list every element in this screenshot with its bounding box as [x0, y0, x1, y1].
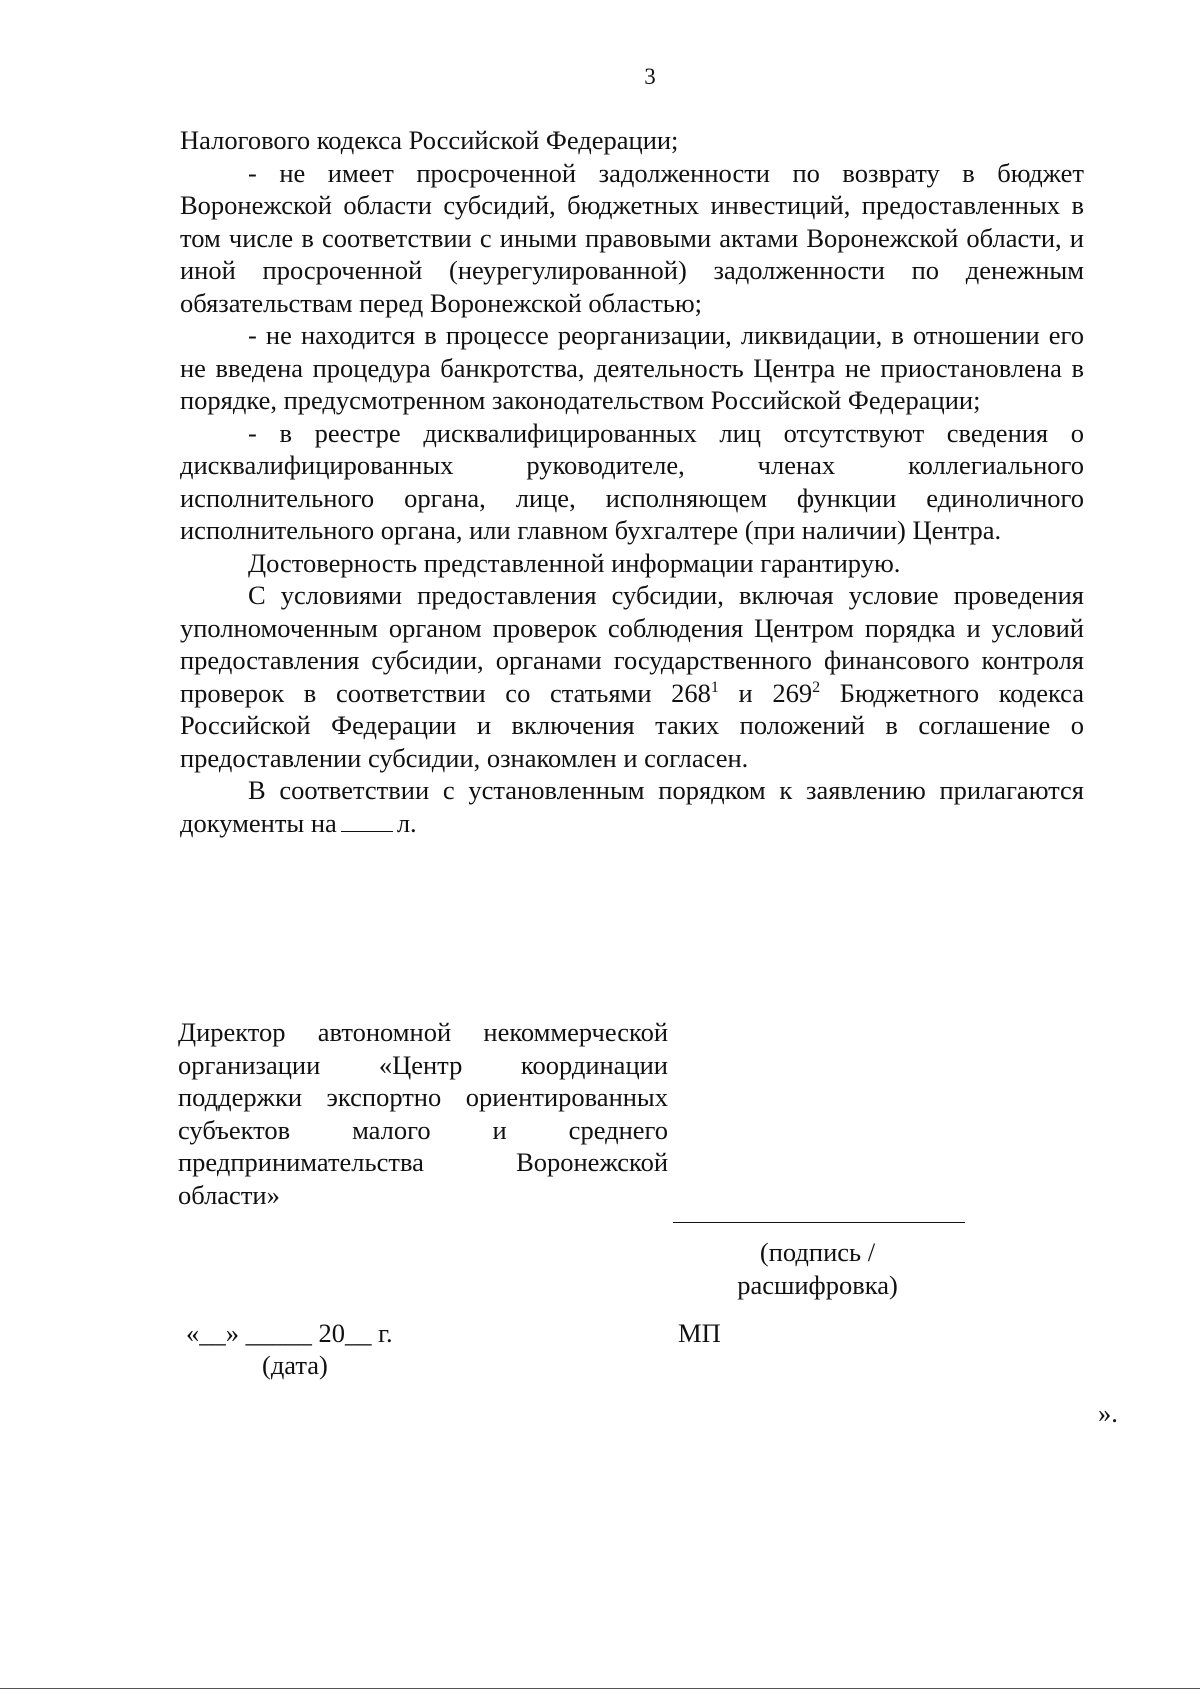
conditions-superscript-1: 1: [710, 678, 719, 696]
attachments-text: В соответствии с установленным порядком к заявлению прилагаются документы на: [180, 775, 1084, 838]
signature-caption-line2: расшифровка): [737, 1270, 898, 1300]
signature-caption-line1: (подпись /: [759, 1237, 876, 1267]
signer-title: Директор автономной некоммерческой организации «Центр координации поддержки экспортно ориентированных субъектов малого и среднего предпринимательства Воронежской области»: [178, 1017, 668, 1210]
paragraph-conditions: [180, 579, 1084, 774]
bottom-rule: [0, 1688, 1200, 1689]
closing-quote-mark: ».: [1098, 1398, 1118, 1428]
page-number: 3: [644, 64, 656, 89]
paragraph-no-overdue-debt: - не имеет просроченной задолженности по возврату в бюджет Воронежской области субсидий, бюджетных инвестиций, предоставленных в том числе в соответствии с иными правовыми актами Воронежской области, и иной просроченной (неурегулированной) задолженности по денежным обязательствам перед Воронежской областью;: [180, 157, 1084, 318]
date-caption: (дата): [262, 1350, 328, 1380]
paragraph-attachments: [180, 774, 1084, 839]
conditions-text-part1: С условиями предоставления субсидии, включая условие проведения уполномоченным органом проверок соблюдения Центром порядка и условий предоставления субсидии, органами государственного финансового контроля проверок в соответствии со статьями 268: [180, 580, 1084, 708]
conditions-text-part3: Бюджетного кодекса Российской Федерации и включения таких положений в соглашение о предоставлении субсидии, ознакомлен и согласен.: [180, 677, 1085, 773]
conditions-superscript-2: 2: [812, 678, 821, 696]
conditions-text-part2: и 269: [718, 677, 813, 708]
stamp-label: МП: [678, 1318, 721, 1348]
paragraph-reliability: Достоверность представленной информации гарантирую.: [248, 547, 901, 578]
page-count-blank: [341, 809, 393, 832]
document-body: [180, 124, 1084, 839]
attachments-unit: л.: [396, 807, 417, 838]
paragraph-tax-code: Налогового кодекса Российской Федерации;: [180, 125, 679, 155]
signature-line: [673, 1222, 965, 1223]
paragraph-disqualified-registry: - в реестре дисквалифицированных лиц отсутствуют сведения о дисквалифицированных руководителе, членах коллегиального исполнительного органа, лице, исполняющем функции единоличного исполнительного органа, или главном бухгалтере (при наличии) Центра.: [180, 417, 1084, 545]
paragraph-no-reorganization: - не находится в процессе реорганизации, ликвидации, в отношении его не введена процедура банкротства, деятельность Центра не приостановлена в порядке, предусмотренном законодательством Российской Федерации;: [180, 320, 1084, 415]
signature-caption: [720, 1236, 915, 1302]
date-line: «__» _____ 20__ г.: [186, 1318, 393, 1348]
